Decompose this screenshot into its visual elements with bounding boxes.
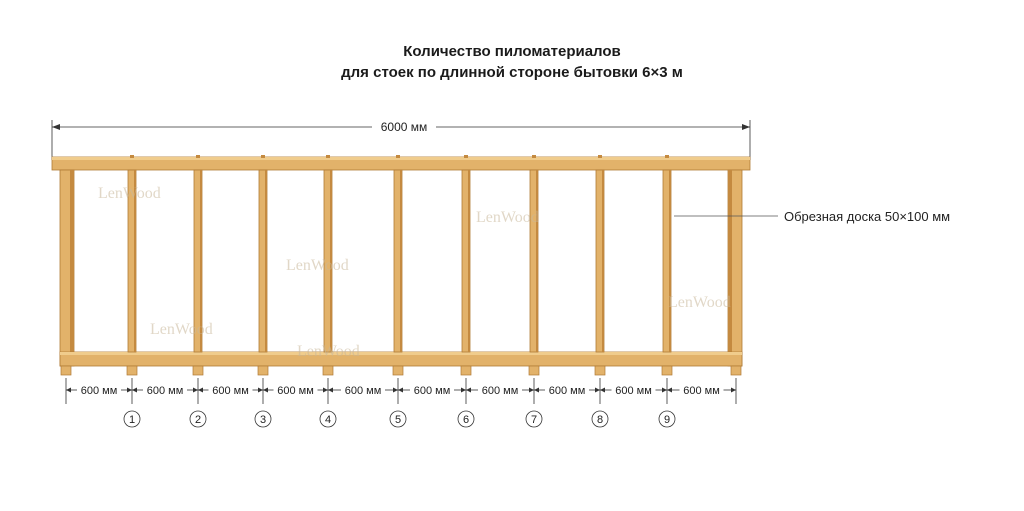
spacing-dimensions xyxy=(66,378,736,404)
joist-end xyxy=(258,366,268,375)
spacing-label: 600 мм xyxy=(548,385,586,397)
top-fastener xyxy=(665,155,669,158)
stud-number: 5 xyxy=(394,414,402,426)
spacing-label: 600 мм xyxy=(413,385,451,397)
spacing-arrow xyxy=(667,388,672,393)
spacing-arrow xyxy=(258,388,263,393)
spacing-label: 600 мм xyxy=(212,385,249,397)
spacing-arrow xyxy=(127,388,132,393)
spacing-arrow xyxy=(132,388,137,393)
bottom-beam-highlight xyxy=(60,352,742,355)
stud-number: 8 xyxy=(596,414,604,426)
stud-numbers xyxy=(124,411,675,427)
spacing-label: 600 мм xyxy=(481,385,519,397)
total-dimension-arrow-left xyxy=(52,124,60,130)
stud-number: 9 xyxy=(663,414,671,426)
top-fastener xyxy=(261,155,265,158)
spacing-label: 600 мм xyxy=(683,385,720,397)
spacing-label: 600 мм xyxy=(146,385,184,397)
watermark: LenWood xyxy=(286,257,349,274)
spacing-arrow xyxy=(193,388,198,393)
spacing-arrow xyxy=(731,388,736,393)
watermark: LenWood xyxy=(668,294,731,311)
stud-number: 3 xyxy=(259,414,267,426)
joist-end xyxy=(61,366,71,375)
spacing-arrow xyxy=(328,388,333,393)
top-fastener xyxy=(532,155,536,158)
stud-number: 4 xyxy=(324,414,332,426)
diagram-title-line-1: Количество пиломатериалов xyxy=(403,43,621,60)
total-dimension-label: 6000 мм xyxy=(380,120,428,134)
spacing-arrow xyxy=(466,388,471,393)
spacing-arrow xyxy=(461,388,466,393)
spacing-arrow xyxy=(595,388,600,393)
watermark: LenWood xyxy=(98,185,161,202)
stud-shadow xyxy=(400,170,402,352)
spacing-label: 600 мм xyxy=(80,385,118,397)
spacing-label: 600 мм xyxy=(615,385,652,397)
spacing-arrow xyxy=(529,388,534,393)
total-dimension xyxy=(52,120,750,160)
spacing-label: 600 мм xyxy=(344,385,382,397)
joist-end xyxy=(595,366,605,375)
joist-end xyxy=(127,366,137,375)
left-corner-post-shadow xyxy=(70,170,74,366)
joist-end xyxy=(662,366,672,375)
spacing-arrow xyxy=(263,388,268,393)
stud-shadow xyxy=(669,170,671,352)
spacing-label: 600 мм xyxy=(277,385,314,397)
stud-shadow xyxy=(536,170,538,352)
spacing-arrow xyxy=(662,388,667,393)
callout-label: Обрезная доска 50×100 мм xyxy=(784,209,951,224)
joist-end xyxy=(393,366,403,375)
watermark: LenWood xyxy=(476,209,539,226)
top-fastener xyxy=(464,155,468,158)
stud-shadow xyxy=(468,170,470,352)
top-fastener xyxy=(130,155,134,158)
watermark: LenWood xyxy=(297,343,360,360)
watermarks xyxy=(98,185,731,360)
joist-end xyxy=(731,366,741,375)
stud-shadow xyxy=(602,170,604,352)
stud-number: 2 xyxy=(194,414,202,426)
stud-number: 1 xyxy=(128,414,136,426)
joist-end xyxy=(323,366,333,375)
joist-end xyxy=(461,366,471,375)
diagram-title-line-2: для стоек по длинной стороне бытовки 6×3 м xyxy=(341,64,683,81)
stud-number: 7 xyxy=(530,414,538,426)
spacing-arrow xyxy=(198,388,203,393)
total-dimension-arrow-right xyxy=(742,124,750,130)
top-fastener xyxy=(598,155,602,158)
floor-joist-ends xyxy=(61,366,741,375)
material-callout xyxy=(674,209,950,224)
spacing-arrow xyxy=(323,388,328,393)
stud-shadow xyxy=(265,170,267,352)
spacing-arrow xyxy=(66,388,71,393)
joist-end xyxy=(529,366,539,375)
top-fastener xyxy=(326,155,330,158)
spacing-arrow xyxy=(398,388,403,393)
stud-number: 6 xyxy=(462,414,470,426)
joist-end xyxy=(193,366,203,375)
spacing-arrow xyxy=(393,388,398,393)
spacing-arrow xyxy=(600,388,605,393)
spacing-arrow xyxy=(534,388,539,393)
watermark: LenWood xyxy=(150,321,213,338)
top-fastener xyxy=(196,155,200,158)
right-corner-post-shadow xyxy=(728,170,732,366)
top-plate-highlight xyxy=(52,157,750,160)
top-fastener xyxy=(396,155,400,158)
